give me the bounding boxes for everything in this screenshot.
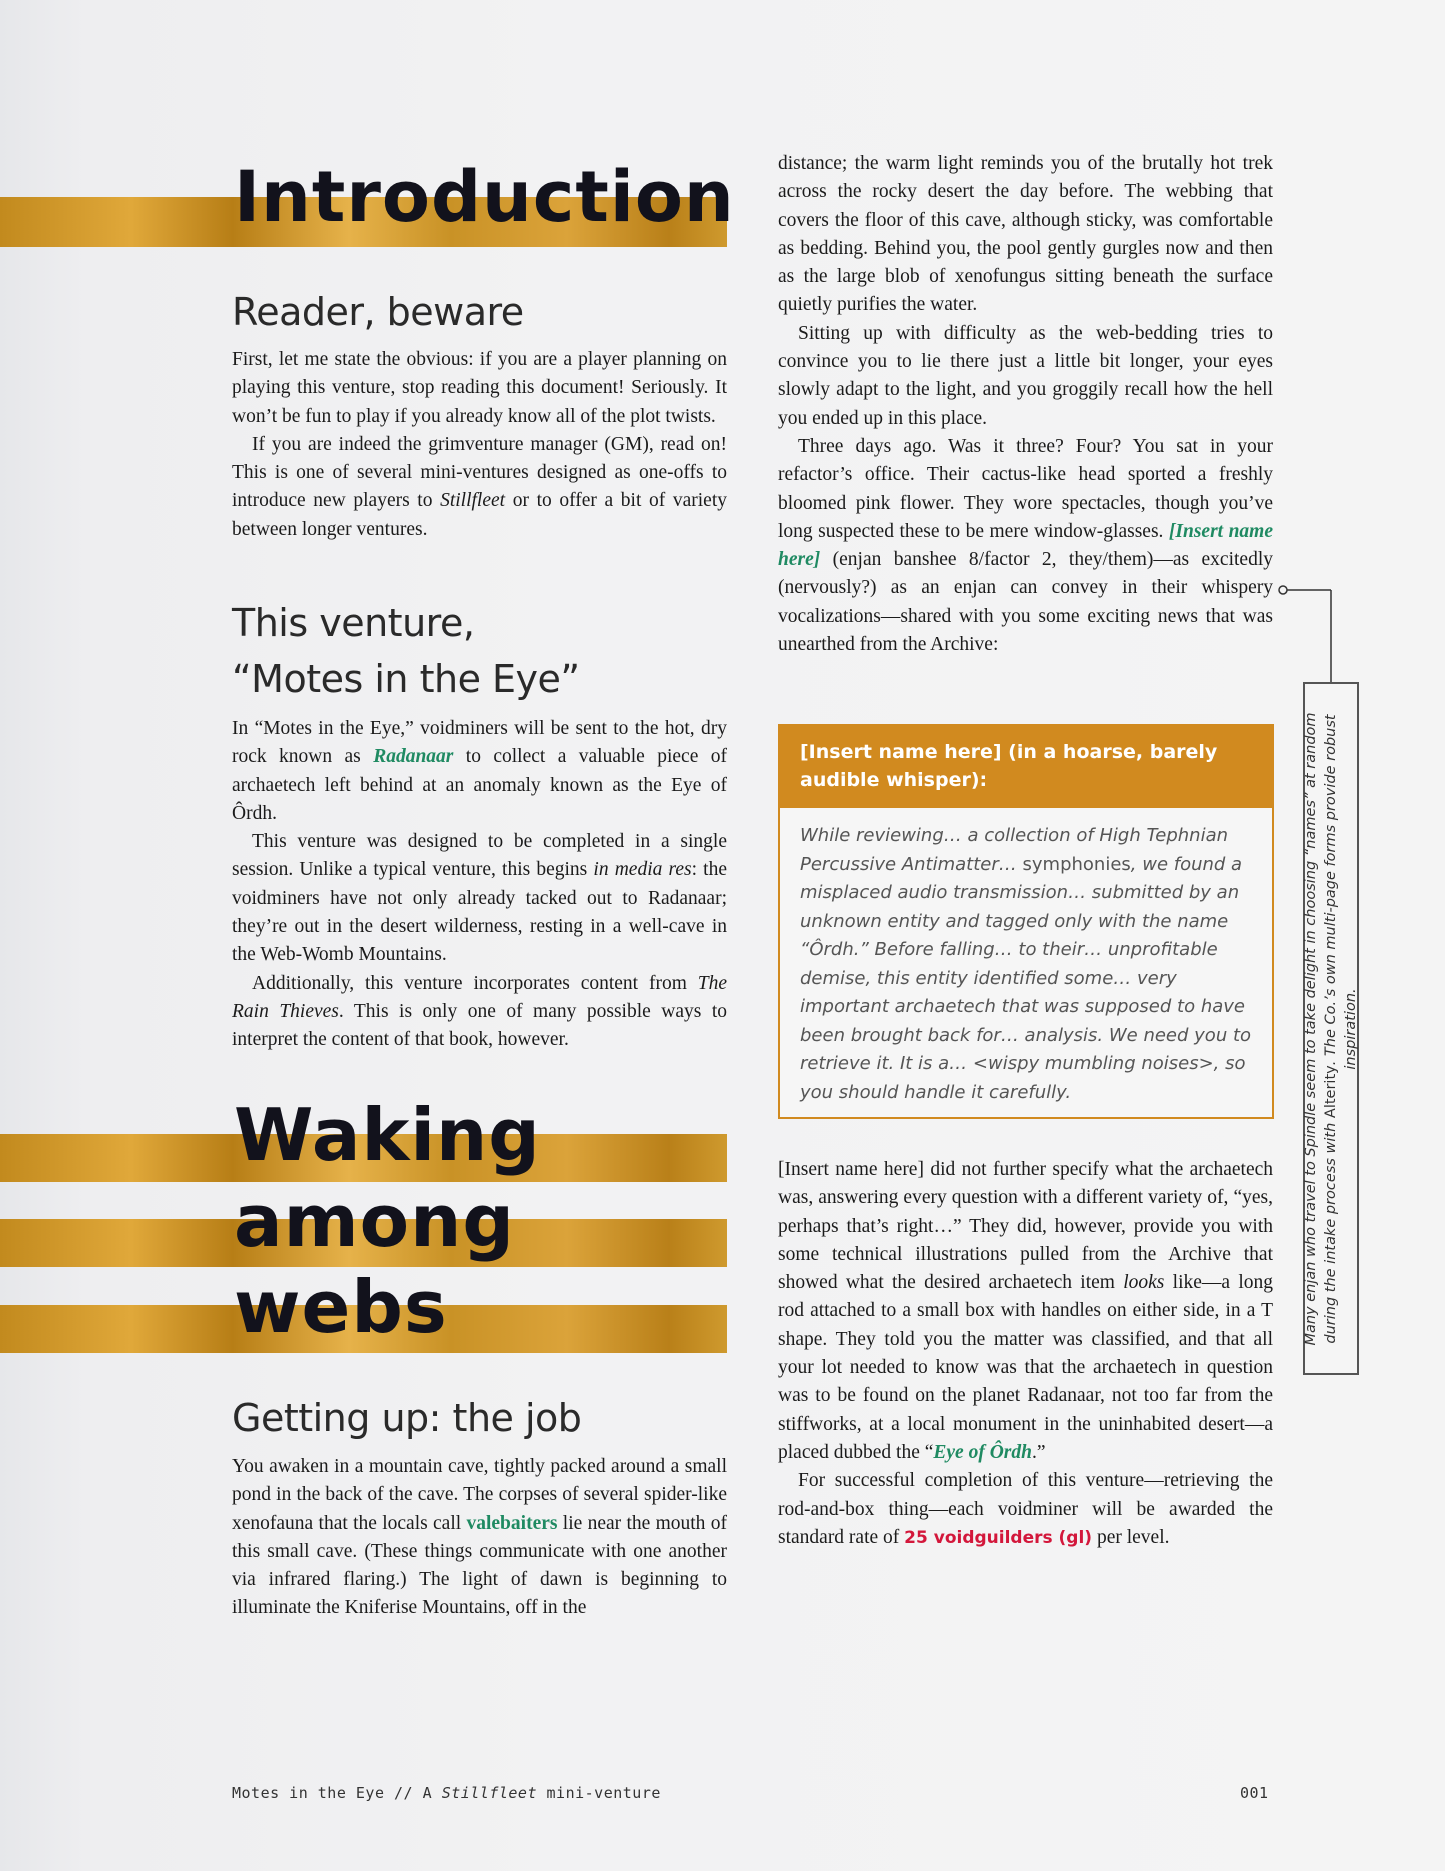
heading-waking-2: among — [234, 1179, 515, 1263]
paragraph: For successful completion of this venture—retrieving the rod-and-box thing—each voidminer will be awarded the standard rate of 25 voidguilders (gl) per level. — [778, 1470, 1273, 1548]
callout-header: [Insert name here] (in a hoarse, barely audible whisper): — [780, 726, 1272, 808]
paragraph: [Insert name here] did not further specify what the archaetech was, answering every question with a different variety of, “yes, perhaps that’s right…” They did, however, provide you with some technical illustrations pulled from the Archive that showed what the desired archaetech item looks like—a long rod attached to a small box with handles on either side, in a T shape. They told you the matter was classified, and that all your lot needed to know was that the archaetech in question was to be found on the planet Radanaar, not too far from the stiffworks, at a local monument in the uninhabited desert—a placed dubbed the “Eye of Ôrdh.” — [778, 1159, 1273, 1463]
eye-of-ordh-link[interactable]: Eye of Ôrdh — [933, 1441, 1032, 1463]
paragraph: First, let me state the obvious: if you are a player planning on playing this venture, stop reading this document! Seriously. It won’t be fun to play if you already know all of the plot twists. — [232, 349, 727, 427]
insert-name-link[interactable]: [Insert name here] — [778, 520, 1273, 571]
sidenote-box — [1303, 682, 1359, 1375]
paragraph: Additionally, this venture incorporates content from The Rain Thieves. This is only one of many possible ways to interpret the content of that book, however. — [232, 972, 727, 1051]
heading-reader-beware: Reader, beware — [232, 290, 524, 334]
heading-waking-3: webs — [234, 1265, 448, 1349]
paragraph: You awaken in a mountain cave, tightly packed around a small pond in the back of the cave. The corpses of several spider-like xenofauna that the locals call valebaiters lie near the mouth of this small cave. (These things communicate with one another via infrared flaring.) The light of dawn is beginning to illuminate the Kniferise Mountains, off in the — [232, 1456, 727, 1619]
valebaiters-link[interactable]: valebaiters — [466, 1512, 558, 1534]
heading-waking-1: Waking — [234, 1093, 541, 1177]
callout-body: While reviewing… a collection of High Tephnian Percussive Antimatter… symphonies, we found a misplaced audio transmission… submitted by an unknown entity and tagged only with the name “Ôrdh.” Before falling… to their… unprofitable demise, this entity identified some… very important archaetech that was supposed to have been brought back for… analysis. We need you to retrieve it. It is a… <wispy mumbling noises>, so you should handle it carefully. — [800, 825, 1252, 1103]
radanaar-link[interactable]: Radanaar — [373, 746, 454, 768]
paragraph: distance; the warm light reminds you of the brutally hot trek across the rocky desert the day before. The webbing that covers the floor of this cave, although sticky, was comfortable as bedding. Behind you, the pool gently gurgles now and then as the large blob of xenofungus sitting beneath the surface quietly purifies the water. — [778, 153, 1273, 316]
footer-title: Motes in the Eye // A Stillfleet mini-venture — [232, 1784, 661, 1802]
paragraph: Three days ago. Was it three? Four? You sat in your refactor’s office. Their cactus-like head sported a freshly bloomed pink flower. They wore spectacles, though you’ve long suspected these to be mere window-glasses. [Insert name here] (enjan banshee 8/factor 2, they/them)—as excitedly (nervously?) as an enjan can convey in their whispery vocalizations—shared with you some exciting news that was unearthed from the Archive: — [778, 435, 1273, 656]
right-block-1 — [778, 150, 1273, 659]
heading-this-venture-1: This venture, — [232, 601, 475, 645]
heading-this-venture-2: “Motes in the Eye” — [232, 657, 580, 701]
sidenote-text: Many enjan who travel to Spindle seem to take delight in choosing “names” at random during the intake process with Alterity. The Co.’s own multi-page forms provide robust inspiration. — [1303, 711, 1359, 1346]
paragraph: This venture was designed to be completed in a single session. Unlike a typical venture, this begins in media res: the voidminers have not only already tacked out to Radanaar; they’re out in the desert wilderness, resting in a well-cave in the Web-Womb Mountains. — [232, 831, 728, 966]
right-block-2 — [778, 1156, 1273, 1552]
paragraph: If you are indeed the grimventure manager (GM), read on! This is one of several mini-ventures designed as one-offs to introduce new players to Stillfleet or to offer a bit of variety between longer ventures. — [232, 433, 727, 540]
page-number: 001 — [1240, 1784, 1269, 1802]
left-block-3 — [232, 1453, 727, 1623]
heading-getting-up: Getting up: the job — [232, 1396, 582, 1440]
left-block-1 — [232, 346, 727, 544]
voidguilders-amount: 25 voidguilders (gl) — [904, 1527, 1093, 1548]
paragraph: Sitting up with difficulty as the web-bedding tries to convince you to lie there just a little bit longer, your eyes slowly adapt to the light, and you groggily recall how the hell you ended up in this place. — [778, 322, 1273, 429]
paragraph: In “Motes in the Eye,” voidminers will be sent to the hot, dry rock known as Radanaar to collect a valuable piece of archaetech left behind at an anomaly known as the Eye of Ôrdh. — [232, 718, 728, 824]
whisper-callout — [778, 724, 1274, 1119]
heading-introduction: Introduction — [234, 156, 735, 238]
sidenote-connector — [1278, 582, 1338, 686]
left-block-2 — [232, 715, 727, 1055]
